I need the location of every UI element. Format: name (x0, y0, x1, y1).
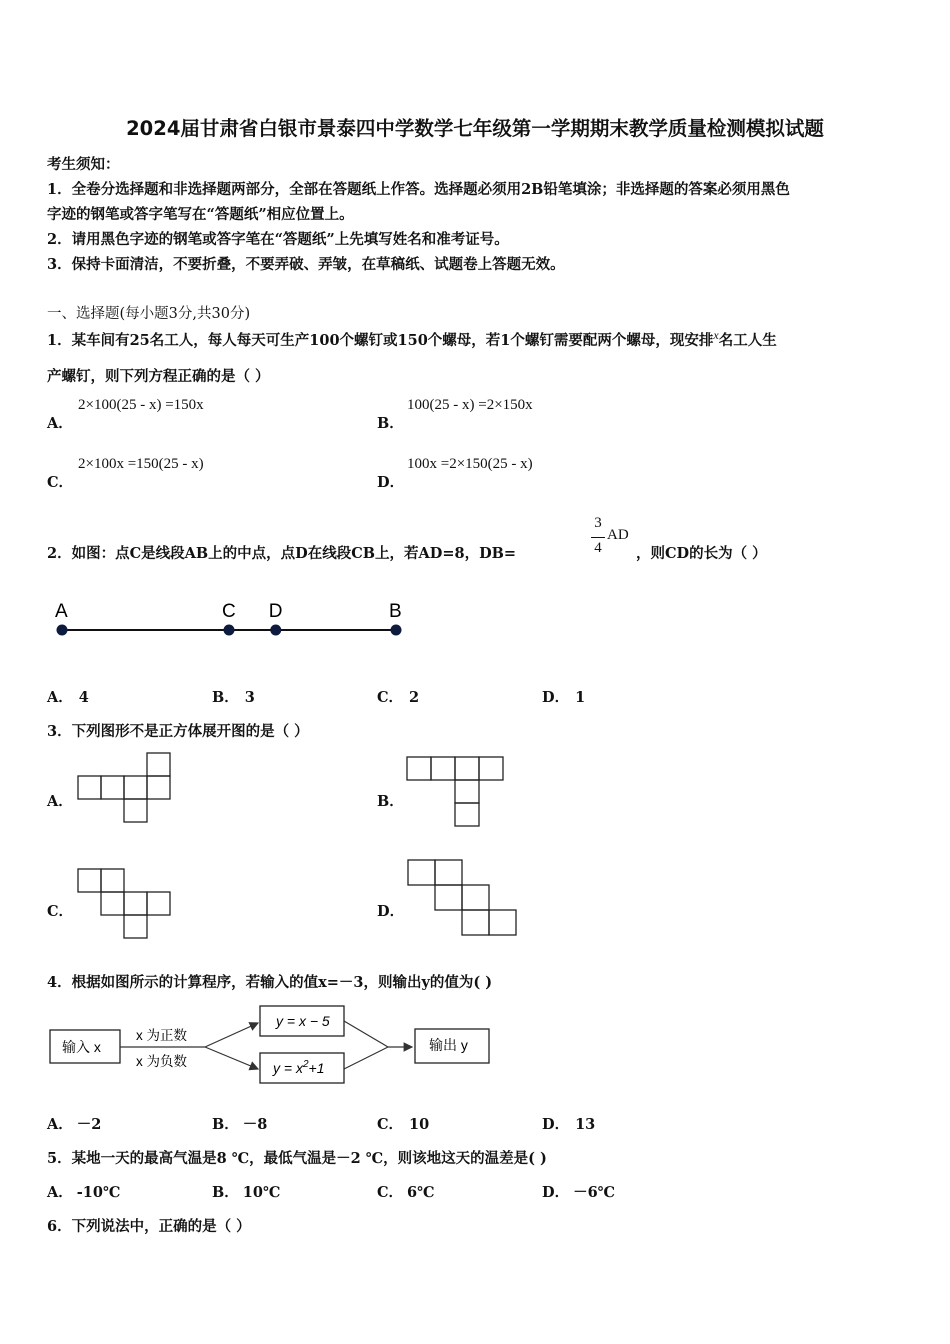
q1-option-a-expr: 2×100(25 - x) =150x (78, 397, 204, 413)
q4-flowchart (40, 995, 510, 1095)
q5-option-b[interactable]: B． 10℃ (212, 1184, 281, 1201)
q1-option-a-label[interactable]: A． (47, 415, 73, 432)
page-title: 2024届甘肃省白银市景泰四中学数学七年级第一学期期末教学质量检测模拟试题 (126, 117, 824, 140)
question-2-text-b: ，则CD的长为（ ） (636, 545, 767, 562)
question-1-line-2: 产螺钉，则下列方程正确的是（ ） (47, 368, 270, 385)
flow-arrow-bottom (205, 1047, 258, 1069)
q4-option-d[interactable]: D． 13 (542, 1116, 596, 1133)
q2-option-d[interactable]: D． 1 (542, 689, 586, 706)
q1-option-c-label[interactable]: C． (47, 474, 74, 491)
q4-option-c[interactable]: C． 10 (377, 1116, 430, 1133)
point-label-d: D (268, 601, 283, 622)
notice-heading: 考生须知： (47, 156, 120, 173)
q5-option-a[interactable]: A． -10℃ (47, 1184, 121, 1201)
q3-net-b (400, 748, 510, 828)
point-label-c: C (222, 601, 236, 622)
q2-option-b[interactable]: B． 3 (212, 689, 255, 706)
q4-option-b[interactable]: B． －8 (212, 1116, 268, 1133)
point-a (57, 625, 68, 636)
q4-option-a[interactable]: A． －2 (47, 1116, 102, 1133)
flow-negative-label: x 为负数 (136, 1054, 188, 1069)
q5-option-d[interactable]: D． －6℃ (542, 1184, 616, 1201)
flow-input-text: 输入 x (62, 1039, 101, 1055)
q2-fraction-denominator: 4 (594, 540, 602, 556)
flow-top-expr: y = x − 5 (276, 1013, 330, 1029)
question-3-text: 3．下列图形不是正方体展开图的是（ ） (47, 723, 309, 740)
q1-option-d-expr: 100x =2×150(25 - x) (407, 456, 533, 472)
q3-net-c (70, 862, 180, 942)
q2-segment-figure (40, 590, 420, 650)
question-1-line-1 (47, 328, 777, 350)
flow-merge-top (344, 1021, 388, 1047)
q3-option-a-label[interactable]: A． (47, 793, 73, 810)
q2-option-c[interactable]: C． 2 (377, 689, 420, 706)
q3-option-b-label[interactable]: B． (377, 793, 404, 810)
notice-item-2: 2．请用黑色字迹的钢笔或答字笔在“答题纸”上先填写姓名和准考证号。 (47, 231, 509, 248)
q5-option-c[interactable]: C． 6℃ (377, 1184, 435, 1201)
flow-positive-label: x 为正数 (136, 1028, 188, 1043)
q2-option-a[interactable]: A． 4 (47, 689, 89, 706)
q1-option-b-expr: 100(25 - x) =2×150x (407, 397, 533, 413)
q3-option-d-label[interactable]: D． (377, 903, 405, 920)
point-label-b: B (389, 601, 402, 622)
notice-item-3: 3．保持卡面清洁，不要折叠，不要弄破、弄皱，在草稿纸、试题卷上答题无效。 (47, 256, 565, 273)
flow-bottom-expr: $y = x^2+1$ (273, 1059, 325, 1076)
flow-arrow-top (205, 1023, 258, 1047)
section-heading: 一、选择题(每小题3分,共30分) (47, 306, 251, 322)
point-label-a: A (55, 601, 68, 622)
question-6-text: 6．下列说法中，正确的是（ ） (47, 1218, 251, 1235)
notice-item-1-line-1: 1．全卷分选择题和非选择题两部分，全部在答题纸上作答。选择题必须用2B铅笔填涂；非选择题的答案必须用黑色 (47, 181, 790, 198)
question-2-text-a: 2．如图：点C是线段AB上的中点，点D在线段CB上，若AD=8，DB= (47, 545, 517, 562)
flow-output-text: 输出 y (429, 1037, 468, 1053)
q3-net-d (400, 852, 525, 942)
q1-option-d-label[interactable]: D． (377, 474, 405, 491)
q1-option-c-expr: 2×100x =150(25 - x) (78, 456, 204, 472)
q3-net-a (70, 745, 180, 825)
q1-option-b-label[interactable]: B． (377, 415, 404, 432)
question-1-text-a: 1．某车间有25名工人，每人每天可生产100个螺钉或150个螺母，若1个螺钉需要配两个螺母，现安排 (47, 331, 714, 349)
q2-fraction-numerator: 3 (594, 515, 602, 531)
q2-fraction-bar (591, 537, 605, 538)
flow-merge-bottom (344, 1047, 388, 1069)
question-5-text: 5．某地一天的最高气温是8 ℃，最低气温是－2 ℃，则该地这天的温差是( ) (47, 1150, 547, 1167)
point-b (391, 625, 402, 636)
question-1-variable: x (713, 328, 719, 342)
notice-item-1-line-2: 字迹的钢笔或答字笔写在“答题纸”相应位置上。 (47, 206, 354, 223)
question-1-text-b: 名工人生 (718, 331, 777, 349)
q2-fraction-tail: AD (607, 527, 629, 543)
q3-option-c-label[interactable]: C． (47, 903, 74, 920)
point-c (224, 625, 235, 636)
point-d (270, 625, 281, 636)
question-4-text: 4．根据如图所示的计算程序，若输入的值x=－3，则输出y的值为( ) (47, 974, 493, 991)
